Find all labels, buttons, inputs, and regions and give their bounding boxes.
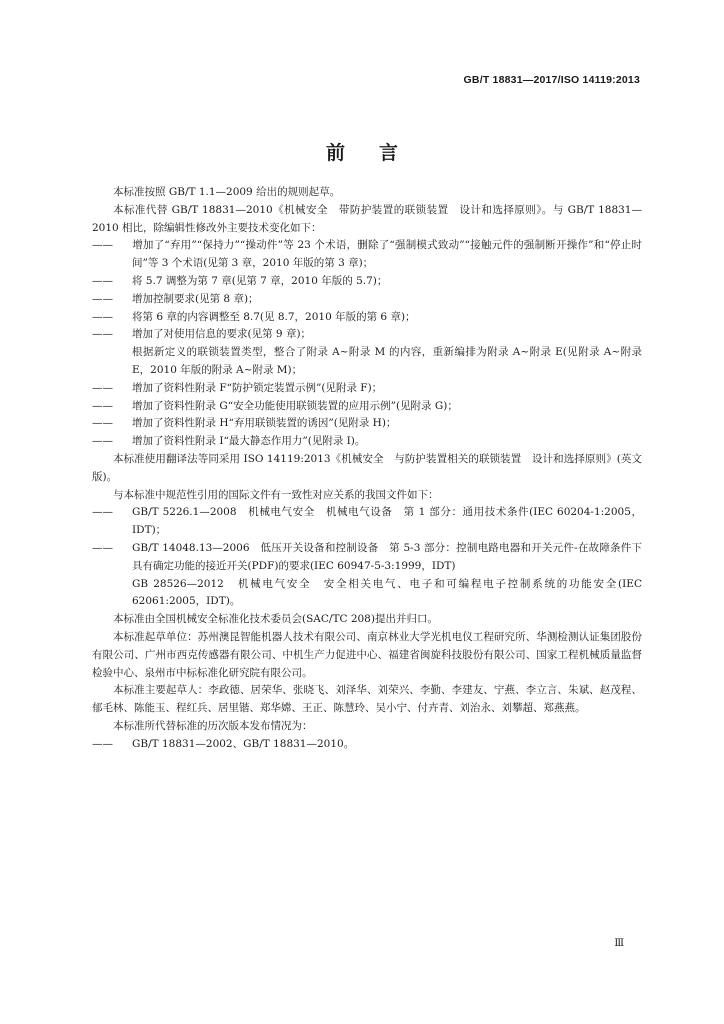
body-paragraph: 本标准主要起草人：李政德、居荣华、张晓飞、刘泽华、刘荣兴、李勤、李建友、宁燕、李立言、朱斌、赵茂程、郁毛林、陈能玉、程红兵、居里锴、郑华嫦、王正、陈慧玲、吴小宁、付卉青、刘治永、刘攀超、郑燕燕。 xyxy=(92,684,642,715)
list-item-text: GB/T 18831—2002、GB/T 18831—2010。 xyxy=(132,737,355,750)
body-paragraph: 本标准起草单位：苏州澳昆智能机器人技术有限公司、南京林业大学光机电仪工程研究所、华测检测认证集团股份有限公司、广州市西克传感器有限公司、中机生产力促进中心、福建省闽旋科技股份有限公司、国家工程机械质量监督检验中心、泉州市中标标准化研究院有限公司。 xyxy=(92,630,642,679)
body-paragraph: 本标准使用翻译法等同采用 ISO 14119:2013《机械安全 与防护装置相关的联锁装置 设计和选择原则》(英文版)。 xyxy=(92,452,642,483)
document-body xyxy=(92,184,642,754)
list-item-text: 将第 6 章的内容调整至 8.7(见 8.7，2010 年版的第 6 章)； xyxy=(132,310,416,323)
list-dash: —— xyxy=(92,435,113,448)
body-paragraph: 本标准按照 GB/T 1.1—2009 给出的规则起草。 xyxy=(113,186,341,198)
body-paragraph: 本标准代替 GB/T 18831—2010《机械安全 带防护装置的联锁装置 设计和选择原则》。与 GB/T 18831—2010 相比，除编辑性修改外主要技术变化如下： xyxy=(92,203,642,234)
list-item-text: 增加了资料性附录 H“弃用联锁装置的诱因”(见附录 H)； xyxy=(132,417,397,430)
body-paragraph: 本标准所代替标准的历次版本发布情况为： xyxy=(113,719,313,732)
list-dash: —— xyxy=(92,506,113,519)
list-item-text: GB/T 14048.13—2006 低压开关设备和控制设备 第 5-3 部分：控制电路电器和开关元件-在故障条件下具有确定功能的接近开关(PDF)的要求(IEC 60947-5-3:1999，IDT) xyxy=(132,541,642,572)
list-dash: —— xyxy=(92,274,113,287)
list-item-text: 将 5.7 调整为第 7 章(见第 7 章，2010 年版的 5.7)； xyxy=(132,274,388,287)
list-item xyxy=(92,415,642,433)
list-item xyxy=(92,736,642,754)
page-number: Ⅲ xyxy=(614,938,624,949)
list-subitem: 根据新定义的联锁装置类型，整合了附录 A~附录 M 的内容，重新编排为附录 A~附录 E(见附录 A~附录 E，2010 年版的附录 A~附录 M)； xyxy=(132,346,642,376)
list-item xyxy=(92,504,642,540)
list-item-text: 增加了对使用信息的要求(见第 9 章)； xyxy=(132,328,312,341)
list-dash: —— xyxy=(92,292,113,305)
list-item xyxy=(92,291,642,309)
list-item xyxy=(92,540,642,576)
list-item xyxy=(92,326,642,344)
list-dash: —— xyxy=(92,381,113,394)
list-dash: —— xyxy=(92,310,113,323)
list-dash: —— xyxy=(92,239,113,252)
list-item-text: 增加了资料性附录 I“最大静态作用力”(见附录 I)。 xyxy=(132,435,366,448)
list-item-text: GB/T 5226.1—2008 机械电气安全 机械电气设备 第 1 部分：通用技术条件(IEC 60204-1:2005，IDT)； xyxy=(132,506,642,537)
list-dash: —— xyxy=(92,417,113,430)
body-paragraph: 本标准由全国机械安全标准化技术委员会(SAC/TC 208)提出并归口。 xyxy=(113,613,438,626)
list-item xyxy=(92,273,642,291)
standard-code-header: GB/T 18831—2017/ISO 14119:2013 xyxy=(463,74,640,86)
list-item-text: 增加控制要求(见第 8 章)； xyxy=(132,292,259,305)
list-dash: —— xyxy=(92,541,113,554)
list-item xyxy=(92,433,642,451)
list-item xyxy=(92,237,642,273)
list-item xyxy=(92,398,642,416)
list-dash: —— xyxy=(92,328,113,341)
list-subitem: GB 28526—2012 机械电气安全 安全相关电气、电子和可编程电子控制系统的功能安全(IEC 62061:2005，IDT)。 xyxy=(132,577,642,608)
list-item-text: 增加了资料性附录 F“防护锁定装置示例”(见附录 F)； xyxy=(132,381,383,394)
list-item xyxy=(92,380,642,398)
list-item xyxy=(92,309,642,327)
list-item-text: 增加了资料性附录 G“安全功能使用联锁装置的应用示例”(见附录 G)； xyxy=(132,399,458,412)
list-dash: —— xyxy=(92,399,113,412)
page-title: 前言 xyxy=(325,142,432,164)
list-item-text: 增加了“弃用”“保持力”“操动件”等 23 个术语，删除了“强制模式致动”“接触元件的强制断开操作”和“停止时间”等 3 个术语(见第 3 章，2010 年版的第 3 章)； xyxy=(132,239,642,270)
body-paragraph: 与本标准中规范性引用的国际文件有一致性对应关系的我国文件如下： xyxy=(113,488,439,501)
list-dash: —— xyxy=(92,737,113,750)
